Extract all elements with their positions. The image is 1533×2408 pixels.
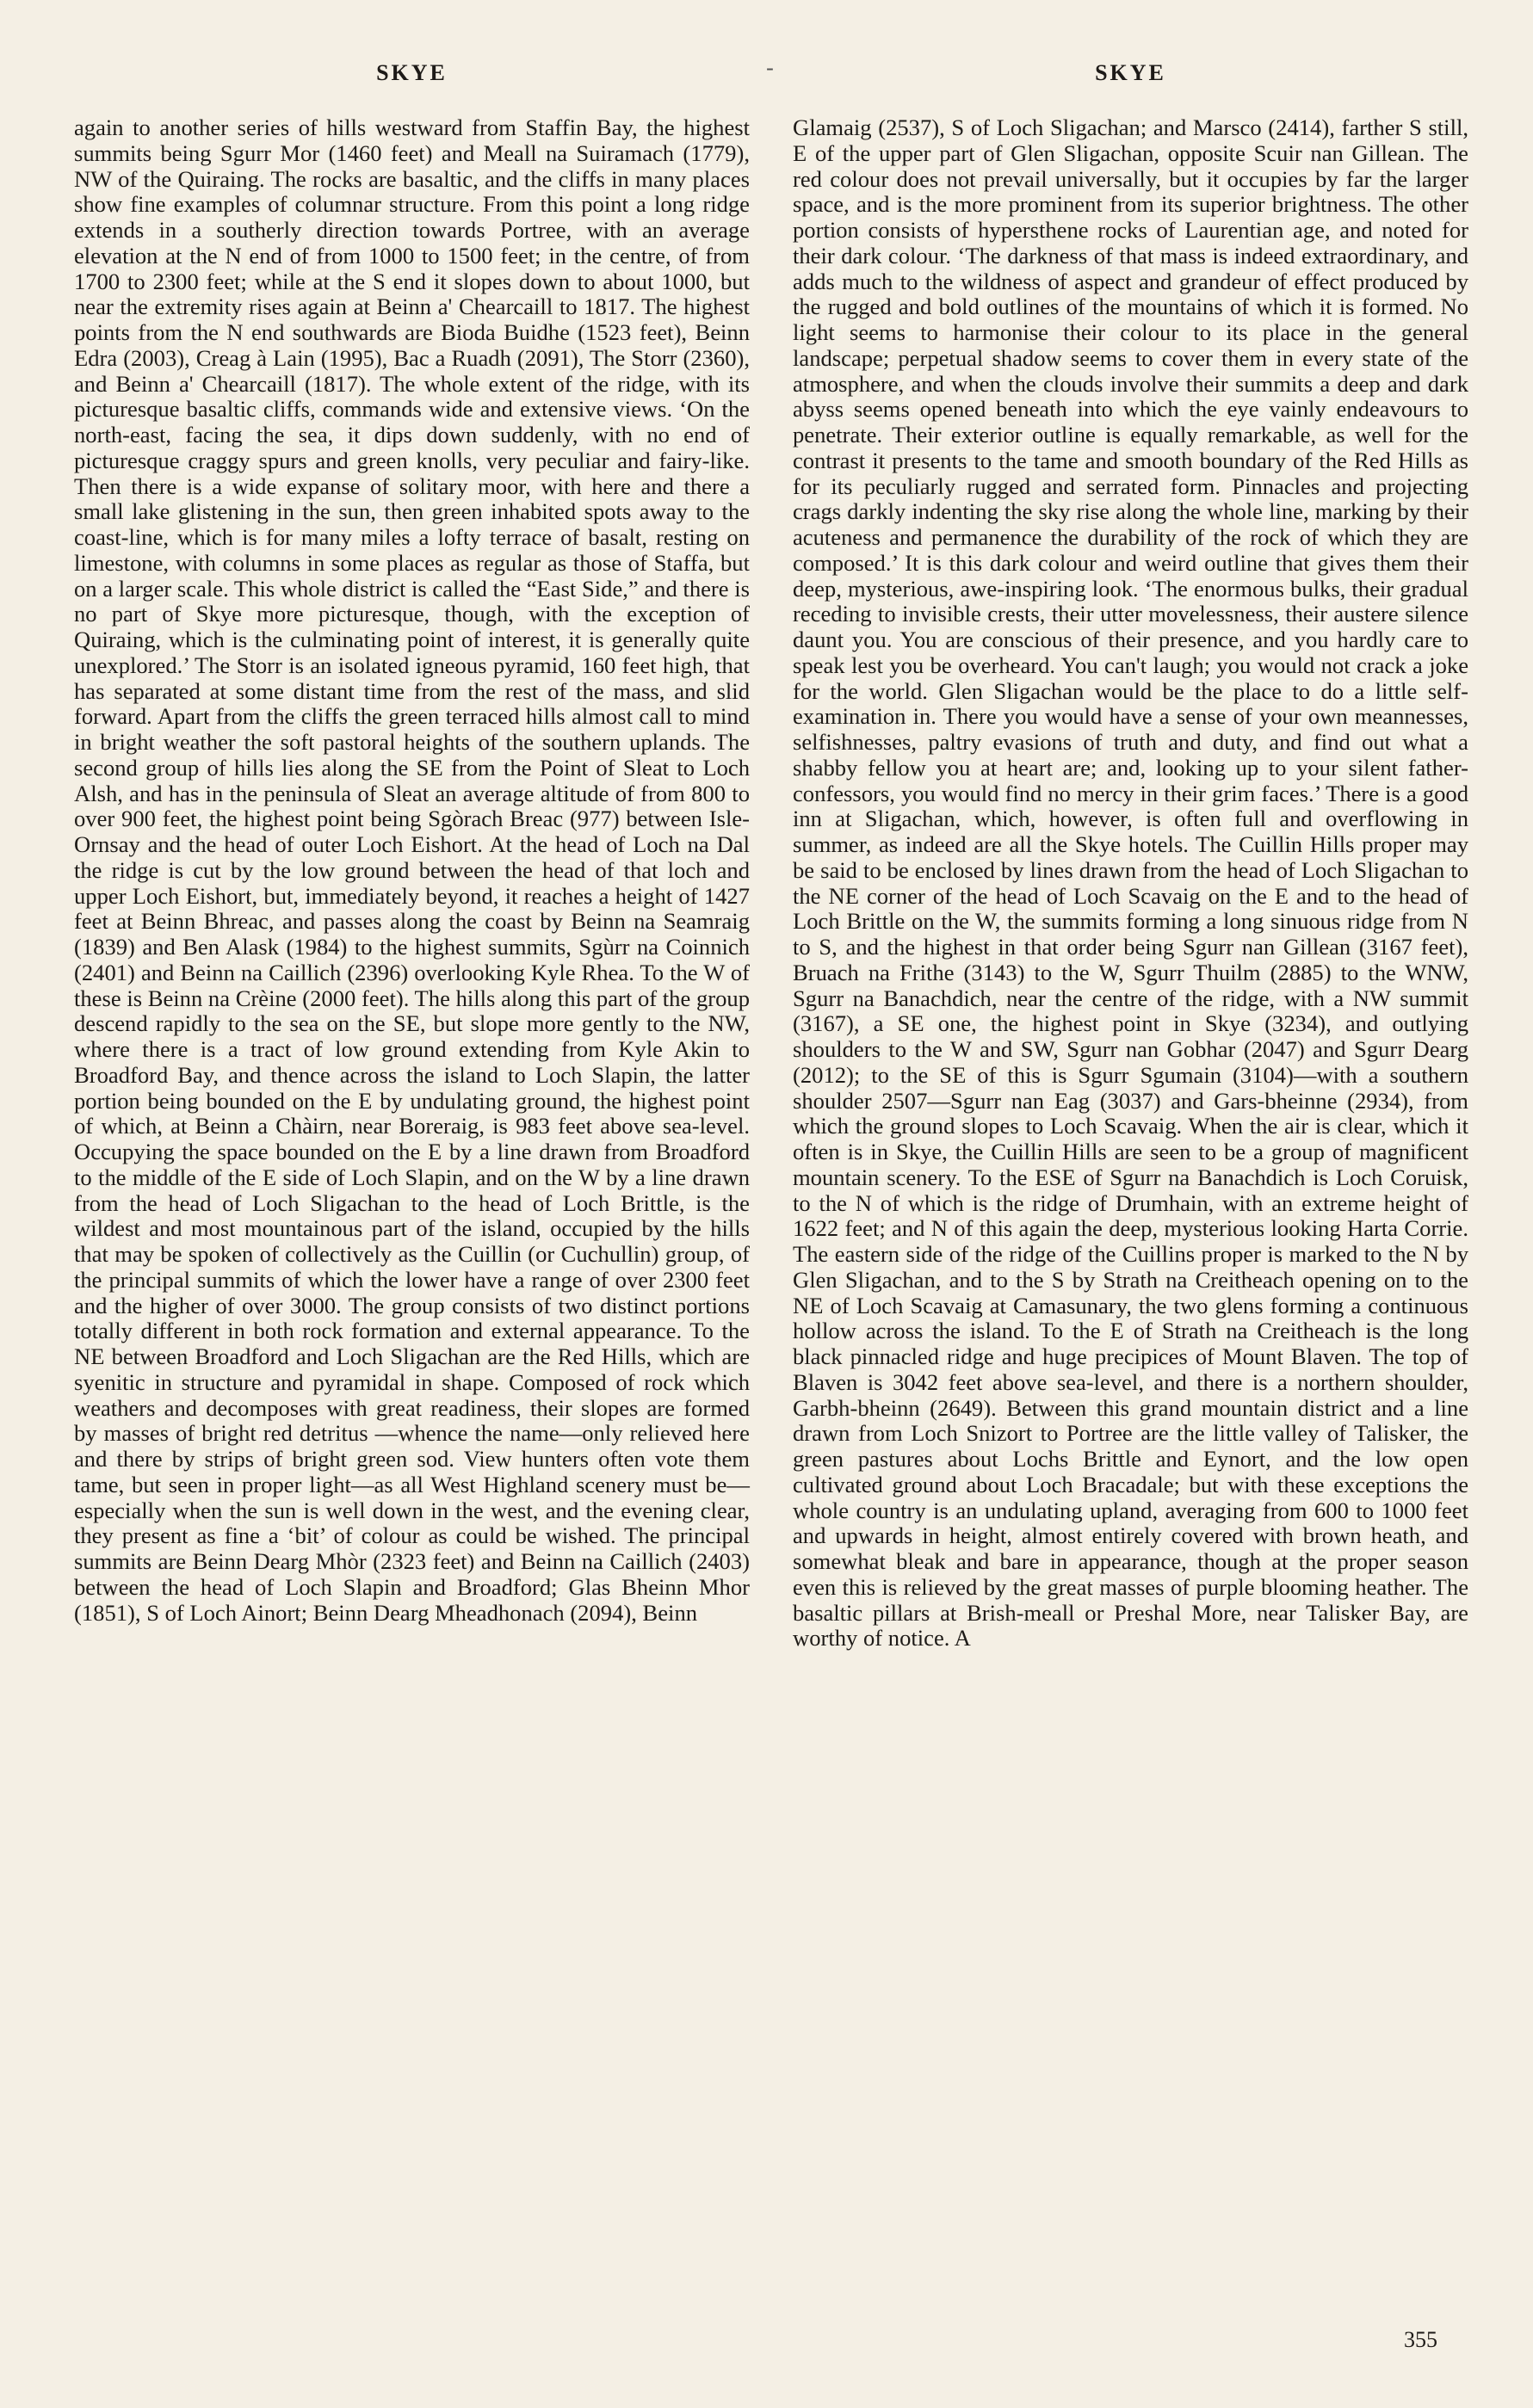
header-center-mark: - — [766, 55, 776, 80]
right-column-text: Glamaig (2537), S of Loch Sligachan; and Marsco (2414), farther S still, E of the upper part of Glen Sligachan, opposite Scuir nan Gillean. The red colour does not prevail universally, but it occupies by far the larger space, and is the more prominent from its superior brightness. The other portion consists of hypersthene rocks of Laurentian age, and noted for their dark colour. ‘The darkness of that mass is indeed extraordinary, and adds much to the wildness of aspect and grandeur of effect produced by the rugged and bold outlines of the mountains of which it is formed. No light seems to harmonise their colour to its place in the general landscape; perpetual shadow seems to cover them in every state of the atmosphere, and when the clouds involve their summits a deep and dark abyss seems opened beneath into which the eye vainly endeavours to penetrate. Their exterior outline is equally remarkable, as well for the contrast it presents to the tame and smooth boundary of the Red Hills as for its peculiarly rugged and serrated form. Pinnacles and projecting crags darkly indenting the sky rise along the whole line, marking by their acuteness and permanence the durability of the rock of which they are composed.’ It is this dark colour and weird outline that gives them their deep, mysterious, awe-inspiring look. ‘The enormous bulks, their gradual receding to invisible crests, their utter movelessness, their austere silence daunt you. You are conscious of their presence, and you hardly care to speak lest you be overheard. You can't laugh; you would not crack a joke for the world. Glen Sligachan would be the place to do a little self-examination in. There you would have a sense of your own meannesses, selfishnesses, paltry evasions of truth and duty, and find out what a shabby fellow you at heart are; and, looking up to your silent father-confessors, you would find no mercy in their grim faces.’ There is a good inn at Sligachan, which, however, is often full and overflowing in summer, as indeed are all the Skye hotels. The Cuillin Hills proper may be said to be enclosed by lines drawn from the head of Loch Sligachan to the NE corner of the head of Loch Scavaig on the E and to the head of Loch Brittle on the W, the summits forming a long sinuous ridge from N to S, and the highest in that order being Sgurr nan Gillean (3167 feet), Bruach na Frithe (3143) to the W, Sgurr Thuilm (2885) to the WNW, Sgurr na Banachdich, near the centre of the ridge, with a NW summit (3167), a SE one, the highest point in Skye (3234), and outlying shoulders to the W and SW, Sgurr nan Gobhar (2047) and Sgurr Dearg (2012); to the SE of this is Sgurr Sgumain (3104)—with a southern shoulder 2507—Sgurr nan Eag (3037) and Gars-bheinne (2934), from which the ground slopes to Loch Scavaig. When the air is clear, which it often is in Skye, the Cuillin Hills are seen to be a group of magnificent mountain scenery. To the ESE of Sgurr na Banachdich is Loch Coruisk, to the N of which is the ridge of Drumhain, with an extreme height of 1622 feet; and N of this again the deep, mysterious looking Harta Corrie. The eastern side of the ridge of the Cuillins proper is marked to the N by Glen Sligachan, and to the S by Strath na Creitheach opening on to the NE of Loch Scavaig at Camasunary, the two glens forming a continuous hollow across the island. To the E of Strath na Creitheach is the long black pinnacled ridge and huge precipices of Mount Blaven. The top of Blaven is 3042 feet above sea-level, and there is a northern shoulder, Garbh-bheinn (2649). Between this grand mountain district and a line drawn from Loch Snizort to Portree are the little valley of Talisker, the green pastures about Lochs Brittle and Eynort, and the low open cultivated ground about Loch Bracadale; but with these exceptions the whole country is an undulating upland, averaging from 600 to 1000 feet and upwards in height, almost entirely covered with brown heath, and somewhat bleak and bare in appearance, though at the proper season even this is relieved by the great masses of purple blooming heather. The basaltic pillars at Brish-meall or Preshal More, near Talisker Bay, are worthy of notice. A — [793, 114, 1468, 1652]
left-column-text: again to another series of hills westward from Staffin Bay, the highest summits being Sgurr Mor (1460 feet) and Meall na Suiramach (1779), NW of the Quiraing. The rocks are basaltic, and the cliffs in many places show fine examples of columnar structure. From this point a long ridge extends in a southerly direction towards Portree, with an average elevation at the N end of from 1000 to 1500 feet; in the centre, of from 1700 to 2300 feet; while at the S end it slopes down to about 1000, but near the extremity rises again at Beinn a' Chearcaill to 1817. The highest points from the N end southwards are Bioda Buidhe (1523 feet), Beinn Edra (2003), Creag à Lain (1995), Bac a Ruadh (2091), The Storr (2360), and Beinn a' Chearcaill (1817). The whole extent of the ridge, with its picturesque basaltic cliffs, commands wide and extensive views. ‘On the north-east, facing the sea, it dips down suddenly, with no end of picturesque craggy spurs and green knolls, very peculiar and fairy-like. Then there is a wide expanse of solitary moor, with here and there a small lake glistening in the sun, then green inhabited spots away to the coast-line, which is for many miles a lofty terrace of basalt, resting on limestone, with columns in some places as regular as those of Staffa, but on a larger scale. This whole district is called the “East Side,” and there is no part of Skye more picturesque, though, with the exception of Quiraing, which is the culminating point of interest, it is generally quite unexplored.’ The Storr is an isolated igneous pyramid, 160 feet high, that has separated at some distant time from the rest of the mass, and slid forward. Apart from the cliffs the green terraced hills almost call to mind in bright weather the soft pastoral heights of the southern uplands. The second group of hills lies along the SE from the Point of Sleat to Loch Alsh, and has in the peninsula of Sleat an average altitude of from 800 to over 900 feet, the highest point being Sgòrach Breac (977) between Isle-Ornsay and the head of outer Loch Eishort. At the head of Loch na Dal the ridge is cut by the low ground between the head of that loch and upper Loch Eishort, but, immediately beyond, it reaches a height of 1427 feet at Beinn Bhreac, and passes along the coast by Beinn na Seamraig (1839) and Ben Alask (1984) to the highest summits, Sgùrr na Coinnich (2401) and Beinn na Caillich (2396) overlooking Kyle Rhea. To the W of these is Beinn na Crèine (2000 feet). The hills along this part of the group descend rapidly to the sea on the SE, but slope more gently to the NW, where there is a tract of low ground extending from Kyle Akin to Broadford Bay, and thence across the island to Loch Slapin, the latter portion being bounded on the E by undulating ground, the highest point of which, at Beinn a Chàirn, near Boreraig, is 983 feet above sea-level. Occupying the space bounded on the E by a line drawn from Broadford to the middle of the E side of Loch Slapin, and on the W by a line drawn from the head of Loch Sligachan to the head of Loch Brittle, is the wildest and most mountainous part of the island, occupied by the hills that may be spoken of collectively as the Cuillin (or Cuchullin) group, of the principal summits of which the lower have a range of over 2300 feet and the higher of over 3000. The group consists of two distinct portions totally different in both rock formation and external appearance. To the NE between Broadford and Loch Sligachan are the Red Hills, which are syenitic in structure and pyramidal in shape. Composed of rock which weathers and decomposes with great readiness, their slopes are formed by masses of bright red detritus —whence the name—only relieved here and there by strips of bright green sod. View hunters often vote them tame, but seen in proper light—as all West Highland scenery must be—especially when the sun is well down in the west, and the evening clear, they present as fine a ‘bit’ of colour as could be wished. The principal summits are Beinn Dearg Mhòr (2323 feet) and Beinn na Caillich (2403) between the head of Loch Slapin and Broadford; Glas Bheinn Mhor (1851), S of Loch Ainort; Beinn Dearg Mheadhonach (2094), Beinn — [74, 114, 750, 1626]
document-page — [74, 55, 1468, 2384]
header-left-title: SKYE — [376, 60, 448, 85]
header-right-title: SKYE — [1095, 60, 1166, 85]
page-number: 355 — [1404, 2327, 1437, 2352]
right-text-column — [793, 115, 1468, 1652]
running-header — [74, 55, 1468, 95]
left-text-column — [74, 115, 750, 1626]
